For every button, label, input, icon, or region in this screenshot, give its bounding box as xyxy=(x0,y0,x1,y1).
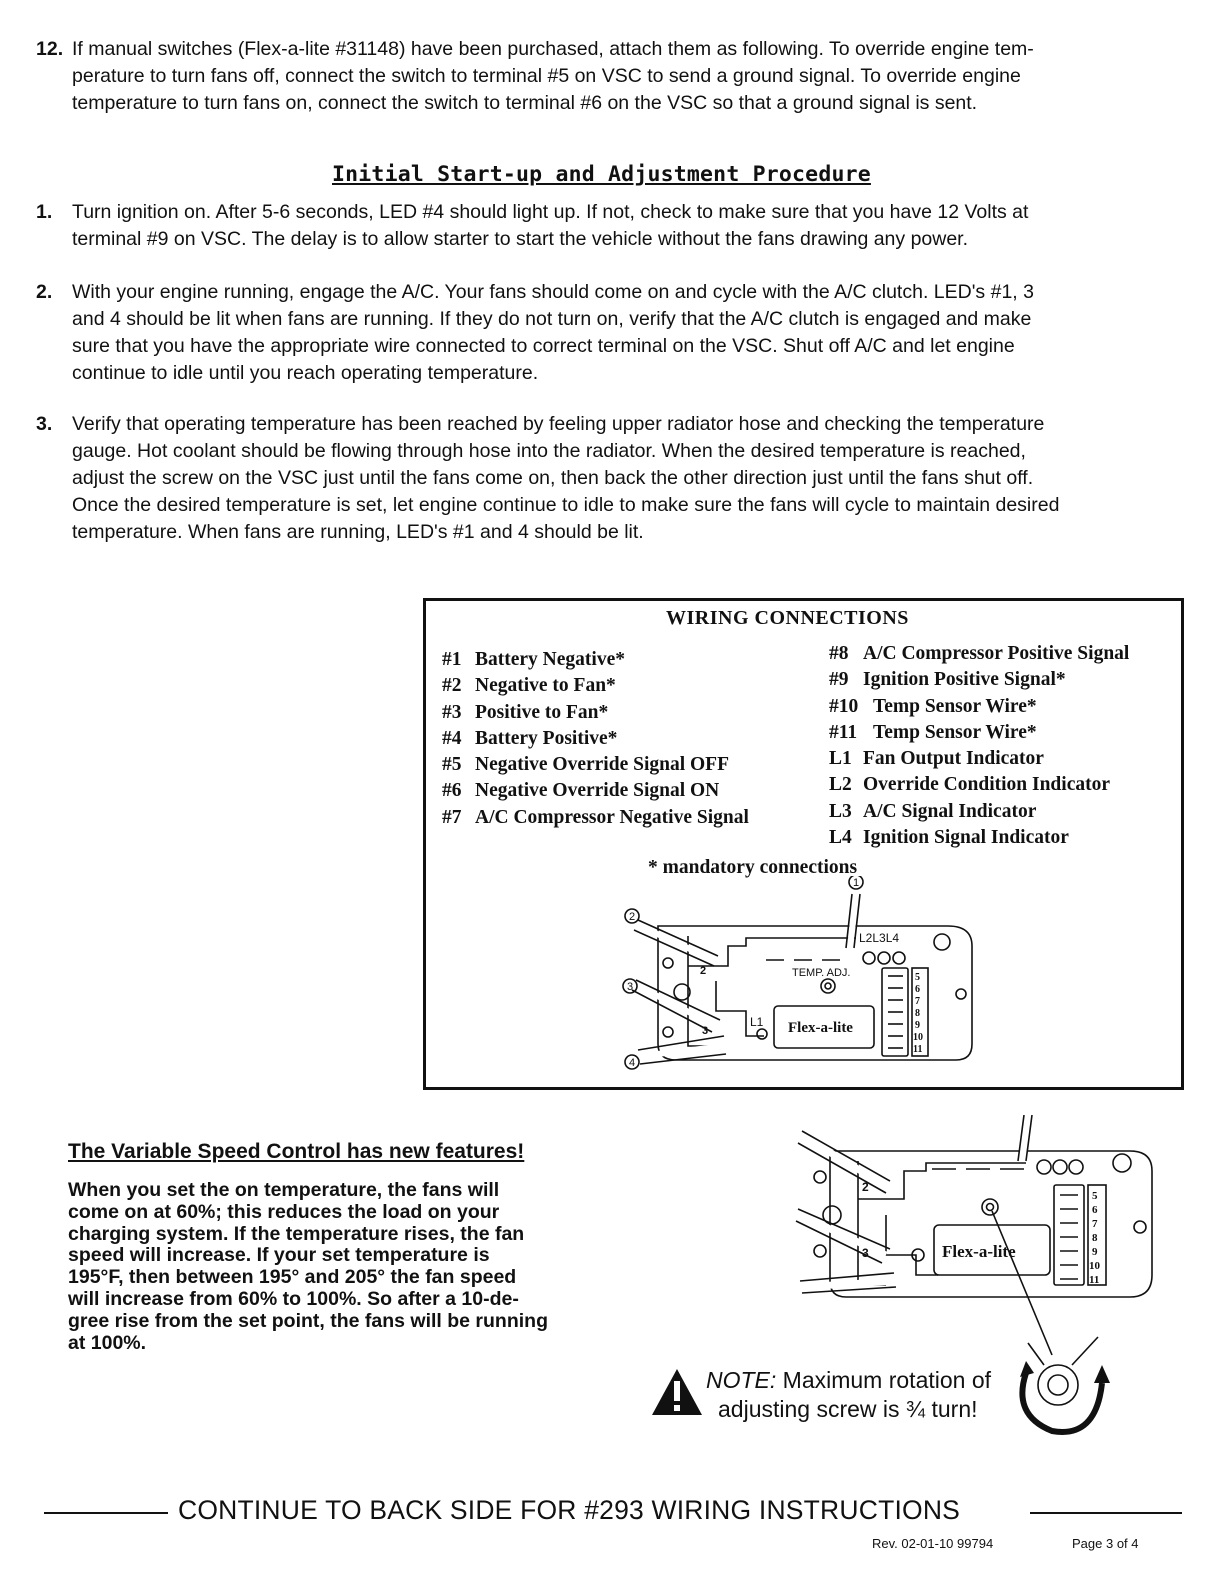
terminal-label: 7 xyxy=(915,996,920,1007)
note-text xyxy=(706,1366,991,1424)
note-line-1: Maximum rotation of xyxy=(776,1367,992,1393)
wiring-item: L3 A/C Signal Indicator xyxy=(829,800,1037,822)
text-line: temperature. When fans are running, LED's #1 and 4 should be lit. xyxy=(72,521,644,543)
l1-label: L1 xyxy=(750,1015,764,1029)
text-line: Once the desired temperature is set, let engine continue to idle to make sure the fans will cycle to maintain desired xyxy=(72,494,1060,516)
led-labels: L2L3L4 xyxy=(859,931,900,945)
text-line: at 100%. xyxy=(68,1331,147,1354)
text-line: With your engine running, engage the A/C. Your fans should come on and cycle with the A/C clutch. LED's #1, 3 xyxy=(72,281,1034,303)
wiring-item: #5 Negative Override Signal OFF xyxy=(442,754,729,776)
text-line: gauge. Hot coolant should be flowing through hose into the radiator. When the desired temperature is reached, xyxy=(72,440,1026,462)
features-body xyxy=(68,1180,628,1354)
wiring-item: #9 Ignition Positive Signal* xyxy=(829,669,1066,691)
step-number: 2. xyxy=(36,281,53,303)
brand-logo-text: Flex-a-lite xyxy=(942,1242,1016,1261)
wiring-item: #10 Temp Sensor Wire* xyxy=(829,695,1037,717)
footer-continue-text: CONTINUE TO BACK SIDE FOR #293 WIRING INSTRUCTIONS xyxy=(178,1495,961,1525)
step-3 xyxy=(36,411,1206,547)
step-number: 3. xyxy=(36,413,53,435)
inner-label-2: 2 xyxy=(700,965,707,977)
temp-adj-label: TEMP. ADJ. xyxy=(792,967,851,979)
step-number: 12. xyxy=(36,38,64,60)
terminal-label: 7 xyxy=(1092,1218,1098,1230)
text-line: perature to turn fans off, connect the switch to terminal #5 on VSC to send a ground signal. To override engine xyxy=(72,65,1021,87)
inner-label-3: 3 xyxy=(702,1025,709,1037)
text-line: adjust the screw on the VSC just until the fans come on, then back the other direction just until the fans shut off. xyxy=(72,467,1034,489)
step-1 xyxy=(36,199,1196,255)
text-line: 195°F, then between 195° and 205° the fan speed xyxy=(68,1266,517,1289)
callout-4: 4 xyxy=(629,1057,636,1069)
wiring-item: #4 Battery Positive* xyxy=(442,727,618,749)
wiring-item: #11 Temp Sensor Wire* xyxy=(829,721,1037,743)
wiring-item: #6 Negative Override Signal ON xyxy=(442,780,720,802)
footer-rule-right xyxy=(1030,1512,1182,1514)
terminal-label: 6 xyxy=(915,984,920,995)
step-2 xyxy=(36,279,1196,389)
features-title: The Variable Speed Control has new features! xyxy=(68,1140,525,1163)
wiring-item: #2 Negative to Fan* xyxy=(442,675,616,697)
mandatory-note: * mandatory connections xyxy=(648,857,858,878)
wiring-item: #1 Battery Negative* xyxy=(442,649,625,670)
terminal-label: 5 xyxy=(915,972,920,983)
warning-triangle-icon xyxy=(650,1367,704,1417)
step-12 xyxy=(36,36,1196,116)
inner-label-3: 3 xyxy=(862,1246,869,1260)
text-line: gree rise from the set point, the fans will be running xyxy=(68,1309,548,1332)
terminal-label: 5 xyxy=(1092,1190,1098,1202)
wiring-title: WIRING CONNECTIONS xyxy=(666,607,909,629)
terminal-label: 8 xyxy=(1092,1232,1098,1244)
text-line: sure that you have the appropriate wire connected to correct terminal on the VSC. Shut off A/C and let engine xyxy=(72,335,1015,357)
text-line: continue to idle until you reach operating temperature. xyxy=(72,362,539,384)
page-number: Page 3 of 4 xyxy=(1072,1536,1139,1551)
terminal-label: 8 xyxy=(915,1008,920,1019)
brand-logo-text: Flex-a-lite xyxy=(788,1020,853,1036)
note-line-2: adjusting screw is ¾ turn! xyxy=(718,1396,978,1422)
wiring-connections-box xyxy=(423,598,1184,1090)
footer-rule-left xyxy=(44,1512,168,1514)
terminal-label: 10 xyxy=(913,1032,923,1043)
text-line: charging system. If the temperature rises, the fan xyxy=(68,1222,525,1245)
wiring-item: L4 Ignition Signal Indicator xyxy=(829,827,1069,849)
text-line: speed will increase. If your set temperature is xyxy=(68,1244,490,1267)
terminal-label: 11 xyxy=(1089,1274,1100,1286)
wiring-item: L1 Fan Output Indicator xyxy=(829,748,1044,770)
wiring-item: #3 Positive to Fan* xyxy=(442,701,609,723)
callout-3: 3 xyxy=(627,981,634,993)
wiring-left-list xyxy=(442,647,749,831)
inner-label-2: 2 xyxy=(862,1180,869,1194)
text-line: and 4 should be lit when fans are running. If they do not turn on, verify that the A/C clutch is engaged and make xyxy=(72,308,1032,330)
text-line: When you set the on temperature, the fans will xyxy=(68,1179,500,1201)
wiring-item: #7 A/C Compressor Negative Signal xyxy=(442,806,749,828)
text-line: terminal #9 on VSC. The delay is to allow starter to start the vehicle without the fans drawing any power. xyxy=(72,228,969,250)
step-number: 1. xyxy=(36,201,53,223)
vsc-wiring-diagram xyxy=(616,876,1016,1086)
wiring-item: L2 Override Condition Indicator xyxy=(829,774,1110,796)
terminal-label: 9 xyxy=(1092,1246,1098,1258)
wiring-right-list xyxy=(829,641,1129,851)
terminal-label: 9 xyxy=(915,1020,920,1031)
callout-1: 1 xyxy=(853,877,860,889)
text-line: Verify that operating temperature has been reached by feeling upper radiator hose and checking the temperature xyxy=(72,413,1045,435)
terminal-label: 11 xyxy=(913,1044,923,1055)
wiring-item: #8 A/C Compressor Positive Signal xyxy=(829,643,1130,664)
text-line: will increase from 60% to 100%. So after a 10-de- xyxy=(68,1287,519,1310)
section-title: Initial Start-up and Adjustment Procedure xyxy=(332,162,871,187)
terminal-label: 6 xyxy=(1092,1204,1098,1216)
text-line: If manual switches (Flex-a-lite #31148) have been purchased, attach them as following. To override engine tem- xyxy=(72,38,1034,60)
text-line: come on at 60%; this reduces the load on your xyxy=(68,1200,500,1223)
note-prefix: NOTE: xyxy=(706,1367,777,1393)
revision-info: Rev. 02-01-10 99794 xyxy=(872,1536,994,1551)
terminal-label: 10 xyxy=(1089,1260,1100,1272)
callout-2: 2 xyxy=(629,911,636,923)
text-line: Turn ignition on. After 5-6 seconds, LED #4 should light up. If not, check to make sure that you have 12 Volts at xyxy=(72,201,1029,223)
text-line: temperature to turn fans on, connect the switch to terminal #6 on the VSC so that a ground signal is sent. xyxy=(72,92,978,114)
